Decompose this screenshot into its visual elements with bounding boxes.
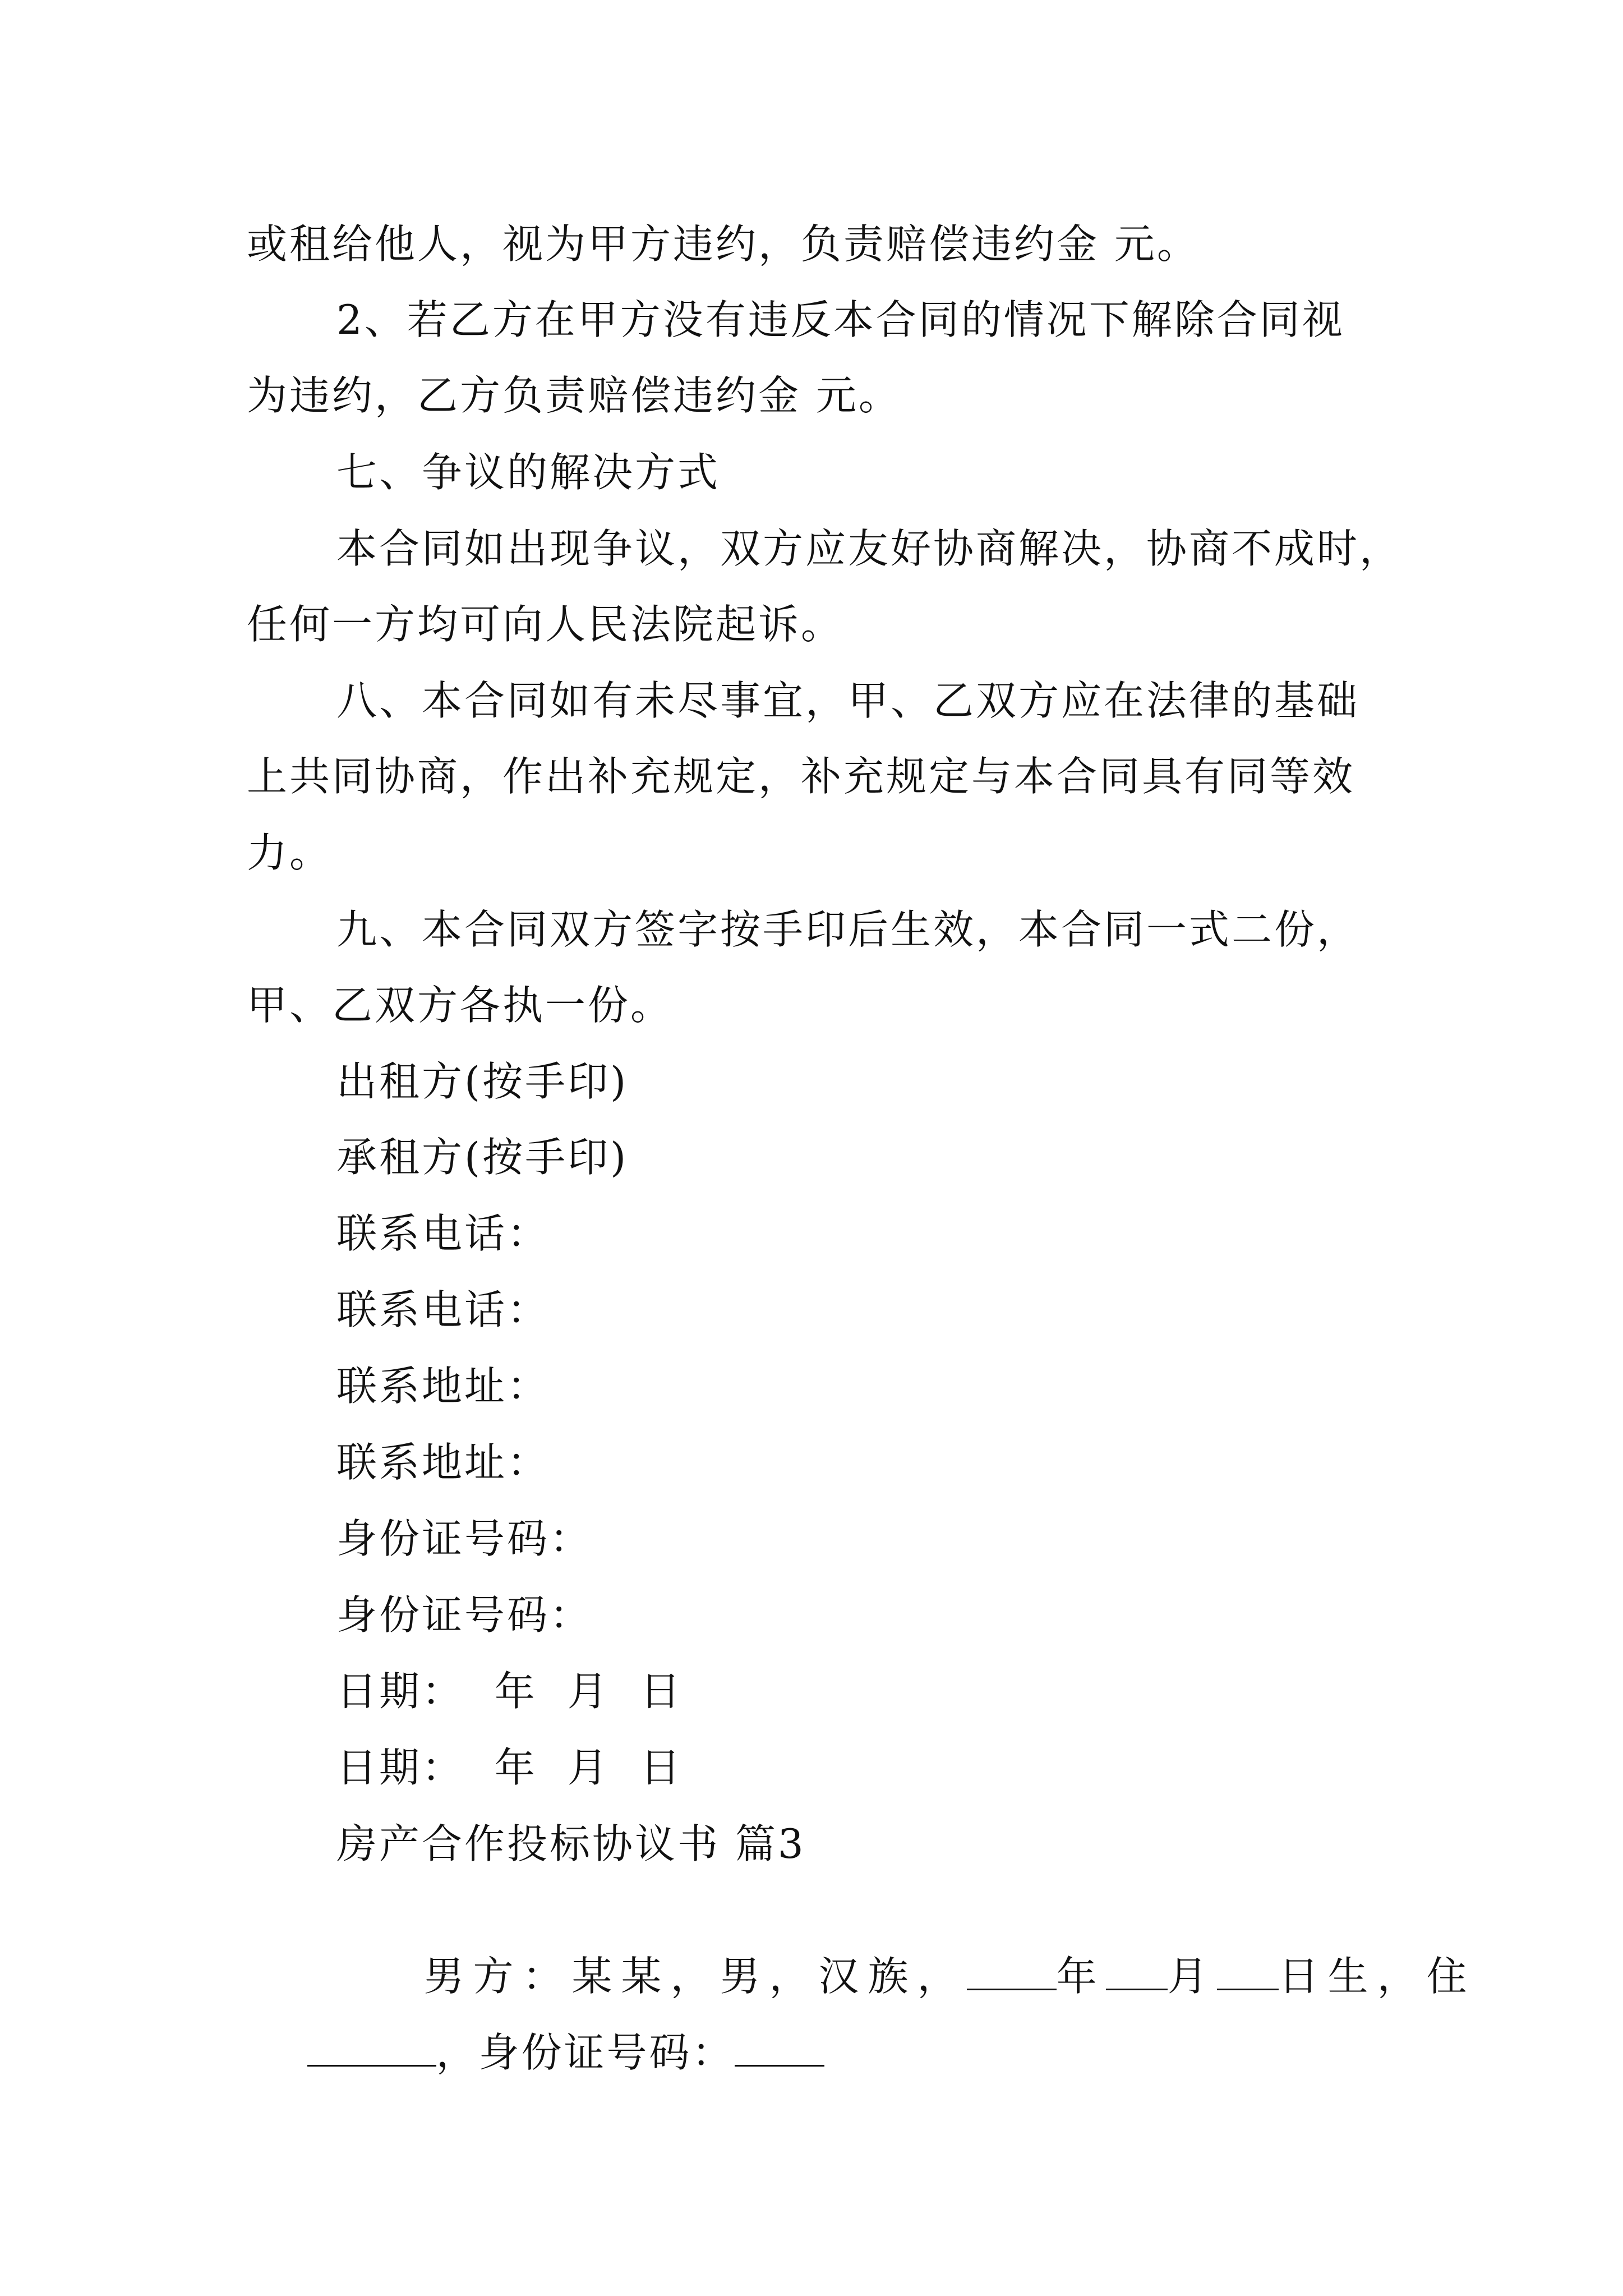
date-label: 日期： 年 月 日 <box>336 1744 683 1791</box>
month-label: 月 <box>1167 1953 1217 2000</box>
text-line: 为违约，乙方负责赔偿违约金 元。 <box>247 372 901 419</box>
lessor-signature-label: 出租方(按手印) <box>336 1058 629 1105</box>
id-number-label: 身份证号码： <box>336 1591 593 1639</box>
date-label: 日期： 年 月 日 <box>336 1668 683 1715</box>
text-line: 或租给他人，视为甲方违约，负责赔偿违约金 元。 <box>247 220 1200 268</box>
male-id-line <box>247 1968 824 2137</box>
text-line: 八、本合同如有未尽事宜，甲、乙双方应在法律的基础 <box>336 677 1360 724</box>
text-line: 本合同如出现争议，双方应友好协商解决，协商不成时， <box>336 525 1403 572</box>
blank-month <box>1106 1954 1168 1990</box>
address-label: 联系地址： <box>336 1439 550 1486</box>
year-label: 年 <box>1056 1953 1106 2000</box>
blank-id-number <box>735 2030 824 2067</box>
phone-label: 联系电话： <box>336 1286 550 1333</box>
address-label: 联系地址： <box>336 1363 550 1410</box>
text-line: 九、本合同双方签字按手印后生效，本合同一式二份， <box>336 906 1360 953</box>
id-number-text: ，身份证号码： <box>436 2029 735 2076</box>
section-title: 房产合作投标协议书 篇3 <box>336 1820 806 1867</box>
text-line: 2、若乙方在甲方没有违反本合同的情况下解除合同视 <box>336 296 1345 343</box>
id-number-label: 身份证号码： <box>336 1515 593 1562</box>
birth-residence-text: 日生，住 <box>1278 1953 1476 2000</box>
blank-day <box>1217 1954 1279 1990</box>
text-line: 上共同协商，作出补充规定，补充规定与本合同具有同等效 <box>247 753 1355 800</box>
text-line: 甲、乙双方各执一份。 <box>247 982 674 1029</box>
blank-year <box>967 1954 1057 1990</box>
text-line: 力。 <box>247 829 333 876</box>
phone-label: 联系电话： <box>336 1210 550 1257</box>
text-line: 任何一方均可向人民法院起诉。 <box>247 601 844 648</box>
male-party-text: 男方：某某，男，汉族， <box>423 1953 967 2000</box>
section-heading: 七、争议的解决方式 <box>336 449 721 496</box>
lessee-signature-label: 承租方(按手印) <box>336 1134 629 1181</box>
blank-residence <box>307 2030 436 2067</box>
